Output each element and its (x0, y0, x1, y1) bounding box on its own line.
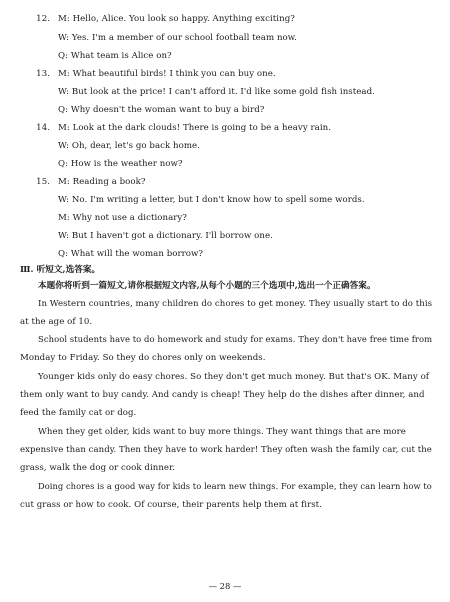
dialogue-number: 15. (36, 177, 50, 187)
dialogue-question: Q: What team is Alice on? (58, 51, 172, 61)
dialogue-line: W: But I haven't got a dictionary. I'll borrow one. (58, 231, 273, 241)
passage-line: Doing chores is a good way for kids to learn new things. For example, they can learn how to (38, 482, 432, 492)
dialogue-number: 13. (36, 69, 50, 79)
passage-line: expensive than candy. Then they have to work harder! They often wash the family car, cut the (20, 445, 432, 455)
dialogue-line: M: What beautiful birds! I think you can buy one. (58, 69, 276, 79)
section-instruction: 本题你将听到一篇短文,请你根据短文内容,从每个小题的三个选项中,选出一个正确答案。 (38, 281, 376, 291)
page-number: — 28 — (208, 581, 242, 591)
passage-line: School students have to do homework and study for exams. They don't have free time from (38, 335, 433, 345)
passage-line: cut grass or how to cook. Of course, their parents help them at first. (20, 500, 322, 510)
passage-line: at the age of 10. (20, 317, 93, 327)
passage-line: them only want to buy candy. And candy is cheap! They help do the dishes after dinner, and (20, 390, 425, 400)
dialogue-line: W: No. I'm writing a letter, but I don't know how to spell some words. (58, 195, 365, 205)
passage-line: feed the family cat or dog. (20, 408, 137, 418)
dialogue-question: Q: How is the weather now? (58, 159, 183, 169)
passage-line: In Western countries, many children do chores to get money. They usually start to do this (38, 299, 433, 309)
section-heading: Ⅲ. 听短文,选答案。 (20, 265, 101, 275)
dialogue-question: Q: What will the woman borrow? (58, 249, 204, 259)
dialogue-number: 12. (36, 14, 50, 24)
passage-line: Monday to Friday. So they do chores only on weekends. (20, 353, 266, 363)
dialogue-line: M: Hello, Alice. You look so happy. Anything exciting? (58, 14, 295, 24)
passage-line: When they get older, kids want to buy more things. They want things that are more (38, 427, 406, 437)
dialogue-question: Q: Why doesn't the woman want to buy a bird? (58, 105, 265, 115)
dialogue-line: M: Look at the dark clouds! There is going to be a heavy rain. (58, 123, 331, 133)
dialogue-line: W: But look at the price! I can't afford it. I'd like some gold fish instead. (58, 87, 375, 97)
dialogue-line: W: Yes. I'm a member of our school football team now. (58, 33, 297, 43)
dialogue-line: W: Oh, dear, let's go back home. (58, 141, 200, 151)
dialogue-line: M: Reading a book? (58, 177, 146, 187)
passage-line: Younger kids only do easy chores. So they don't get much money. But that's OK. Many of (38, 372, 430, 382)
dialogue-line: M: Why not use a dictionary? (58, 213, 187, 223)
passage-line: grass, walk the dog or cook dinner. (20, 463, 176, 473)
dialogue-number: 14. (36, 123, 50, 133)
